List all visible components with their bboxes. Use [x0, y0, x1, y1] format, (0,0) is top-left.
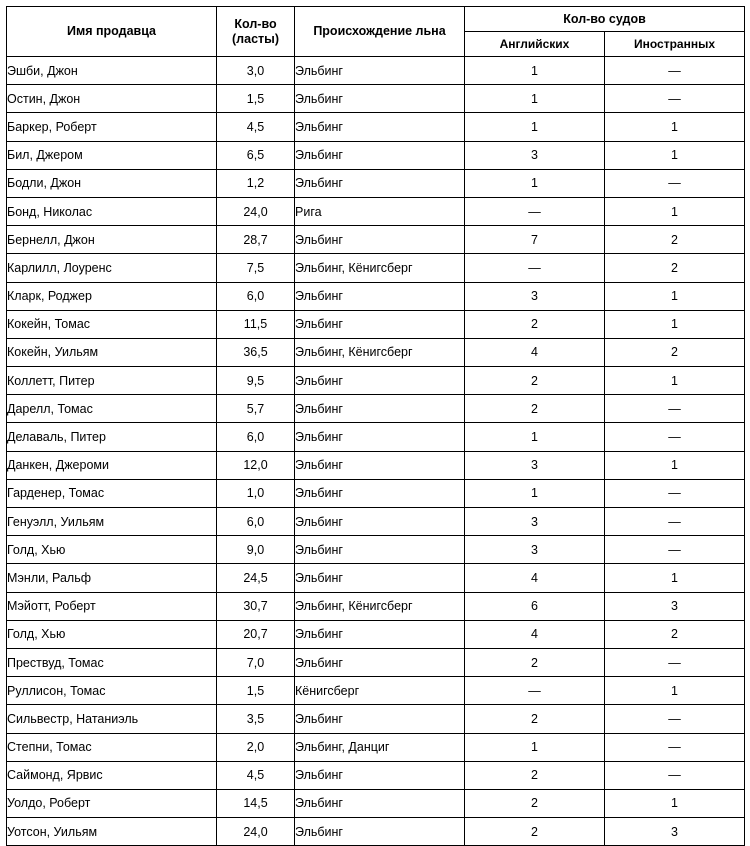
cell-ships-foreign: —: [605, 479, 745, 507]
cell-seller-name: Прествуд, Томас: [7, 648, 217, 676]
cell-ships-english: 3: [465, 536, 605, 564]
table-row: [7, 677, 745, 705]
cell-origin: Эльбинг: [295, 423, 465, 451]
cell-ships-english: 2: [465, 310, 605, 338]
cell-ships-foreign: 3: [605, 818, 745, 846]
cell-ships-english: 4: [465, 564, 605, 592]
cell-origin: Кёнигсберг: [295, 677, 465, 705]
cell-ships-english: 1: [465, 169, 605, 197]
cell-quantity: 6,0: [217, 508, 295, 536]
cell-seller-name: Голд, Хью: [7, 536, 217, 564]
cell-seller-name: Остин, Джон: [7, 85, 217, 113]
cell-ships-foreign: 1: [605, 310, 745, 338]
cell-seller-name: Карлилл, Лоуренс: [7, 254, 217, 282]
cell-quantity: 24,0: [217, 197, 295, 225]
cell-quantity: 4,5: [217, 761, 295, 789]
cell-quantity: 6,0: [217, 282, 295, 310]
cell-origin: Эльбинг: [295, 620, 465, 648]
table-row: [7, 141, 745, 169]
cell-ships-foreign: —: [605, 85, 745, 113]
cell-ships-english: —: [465, 254, 605, 282]
cell-quantity: 4,5: [217, 113, 295, 141]
cell-quantity: 14,5: [217, 789, 295, 817]
cell-seller-name: Баркер, Роберт: [7, 113, 217, 141]
cell-ships-english: 2: [465, 761, 605, 789]
cell-ships-foreign: 1: [605, 677, 745, 705]
cell-ships-foreign: 1: [605, 367, 745, 395]
cell-ships-english: 6: [465, 592, 605, 620]
cell-origin: Эльбинг: [295, 141, 465, 169]
cell-quantity: 24,5: [217, 564, 295, 592]
table-row: [7, 451, 745, 479]
table-row: [7, 620, 745, 648]
table-row: [7, 169, 745, 197]
table-row: [7, 479, 745, 507]
cell-seller-name: Эшби, Джон: [7, 57, 217, 85]
cell-seller-name: Гарденер, Томас: [7, 479, 217, 507]
cell-quantity: 30,7: [217, 592, 295, 620]
cell-origin: Эльбинг: [295, 113, 465, 141]
cell-seller-name: Мэнли, Ральф: [7, 564, 217, 592]
cell-quantity: 7,0: [217, 648, 295, 676]
cell-ships-foreign: 2: [605, 254, 745, 282]
table-row: [7, 818, 745, 846]
cell-seller-name: Сильвестр, Натаниэль: [7, 705, 217, 733]
cell-origin: Эльбинг: [295, 367, 465, 395]
cell-quantity: 1,2: [217, 169, 295, 197]
cell-ships-english: 2: [465, 789, 605, 817]
table-row: [7, 113, 745, 141]
cell-ships-english: 1: [465, 479, 605, 507]
cell-quantity: 6,0: [217, 423, 295, 451]
cell-ships-english: 2: [465, 367, 605, 395]
cell-seller-name: Руллисон, Томас: [7, 677, 217, 705]
column-header-name: Имя продавца: [7, 7, 217, 57]
table-row: [7, 789, 745, 817]
table-row: [7, 423, 745, 451]
cell-origin: Эльбинг: [295, 85, 465, 113]
cell-ships-foreign: —: [605, 508, 745, 536]
cell-seller-name: Делаваль, Питер: [7, 423, 217, 451]
cell-quantity: 36,5: [217, 338, 295, 366]
cell-seller-name: Степни, Томас: [7, 733, 217, 761]
cell-seller-name: Коллетт, Питер: [7, 367, 217, 395]
cell-ships-foreign: 2: [605, 338, 745, 366]
cell-ships-foreign: —: [605, 536, 745, 564]
cell-ships-foreign: —: [605, 733, 745, 761]
cell-ships-foreign: —: [605, 423, 745, 451]
cell-quantity: 24,0: [217, 818, 295, 846]
cell-ships-foreign: —: [605, 705, 745, 733]
cell-quantity: 11,5: [217, 310, 295, 338]
cell-ships-foreign: 1: [605, 451, 745, 479]
table-row: [7, 564, 745, 592]
cell-origin: Эльбинг, Кёнигсберг: [295, 592, 465, 620]
table-row: [7, 367, 745, 395]
column-header-quantity-line1: Кол-во: [234, 16, 277, 31]
column-header-ships-english: Английских: [465, 32, 605, 57]
table-row: [7, 536, 745, 564]
cell-seller-name: Кокейн, Томас: [7, 310, 217, 338]
cell-origin: Эльбинг: [295, 564, 465, 592]
cell-ships-foreign: —: [605, 57, 745, 85]
cell-origin: Эльбинг: [295, 536, 465, 564]
cell-seller-name: Уотсон, Уильям: [7, 818, 217, 846]
cell-origin: Эльбинг, Кёнигсберг: [295, 338, 465, 366]
cell-ships-foreign: 2: [605, 226, 745, 254]
cell-origin: Эльбинг: [295, 451, 465, 479]
table-row: [7, 57, 745, 85]
cell-ships-foreign: —: [605, 395, 745, 423]
cell-origin: Эльбинг: [295, 310, 465, 338]
merchants-table: [6, 6, 745, 846]
cell-ships-english: 4: [465, 620, 605, 648]
table-row: [7, 338, 745, 366]
table-row: [7, 648, 745, 676]
cell-origin: Эльбинг: [295, 479, 465, 507]
cell-ships-english: 3: [465, 508, 605, 536]
column-header-origin: Происхождение льна: [295, 7, 465, 57]
cell-ships-foreign: 1: [605, 113, 745, 141]
cell-quantity: 20,7: [217, 620, 295, 648]
cell-seller-name: Бернелл, Джон: [7, 226, 217, 254]
table-row: [7, 310, 745, 338]
cell-seller-name: Данкен, Джероми: [7, 451, 217, 479]
cell-seller-name: Бонд, Николас: [7, 197, 217, 225]
cell-ships-english: —: [465, 197, 605, 225]
cell-quantity: 1,0: [217, 479, 295, 507]
table-row: [7, 761, 745, 789]
cell-ships-foreign: 1: [605, 197, 745, 225]
cell-ships-english: 1: [465, 423, 605, 451]
cell-ships-foreign: 1: [605, 282, 745, 310]
cell-quantity: 2,0: [217, 733, 295, 761]
table-body: [7, 57, 745, 846]
cell-origin: Эльбинг: [295, 395, 465, 423]
cell-origin: Эльбинг: [295, 169, 465, 197]
cell-ships-english: 2: [465, 818, 605, 846]
cell-seller-name: Уолдо, Роберт: [7, 789, 217, 817]
cell-origin: Рига: [295, 197, 465, 225]
cell-origin: Эльбинг, Кёнигсберг: [295, 254, 465, 282]
table-row: [7, 705, 745, 733]
cell-seller-name: Кокейн, Уильям: [7, 338, 217, 366]
cell-ships-english: 2: [465, 395, 605, 423]
cell-ships-english: 1: [465, 85, 605, 113]
cell-quantity: 9,0: [217, 536, 295, 564]
cell-origin: Эльбинг, Данциг: [295, 733, 465, 761]
cell-ships-english: 2: [465, 705, 605, 733]
cell-quantity: 5,7: [217, 395, 295, 423]
cell-seller-name: Генуэлл, Уильям: [7, 508, 217, 536]
cell-ships-english: 3: [465, 141, 605, 169]
cell-quantity: 3,0: [217, 57, 295, 85]
cell-ships-english: 3: [465, 451, 605, 479]
table-row: [7, 395, 745, 423]
cell-seller-name: Саймонд, Ярвис: [7, 761, 217, 789]
cell-ships-foreign: —: [605, 169, 745, 197]
cell-origin: Эльбинг: [295, 508, 465, 536]
cell-seller-name: Мэйотт, Роберт: [7, 592, 217, 620]
cell-quantity: 6,5: [217, 141, 295, 169]
column-header-ships-foreign: Иностранных: [605, 32, 745, 57]
table-row: [7, 733, 745, 761]
cell-ships-english: 1: [465, 57, 605, 85]
table-row: [7, 592, 745, 620]
cell-seller-name: Бодли, Джон: [7, 169, 217, 197]
cell-ships-foreign: 1: [605, 564, 745, 592]
table-row: [7, 226, 745, 254]
cell-quantity: 12,0: [217, 451, 295, 479]
cell-ships-foreign: 1: [605, 789, 745, 817]
header-row-top: [7, 7, 745, 32]
cell-quantity: 9,5: [217, 367, 295, 395]
cell-origin: Эльбинг: [295, 761, 465, 789]
cell-ships-english: 3: [465, 282, 605, 310]
cell-origin: Эльбинг: [295, 282, 465, 310]
cell-seller-name: Кларк, Роджер: [7, 282, 217, 310]
cell-origin: Эльбинг: [295, 705, 465, 733]
table-header: [7, 7, 745, 57]
cell-ships-foreign: 2: [605, 620, 745, 648]
table-row: [7, 282, 745, 310]
cell-quantity: 1,5: [217, 677, 295, 705]
cell-origin: Эльбинг: [295, 57, 465, 85]
column-header-quantity: [217, 7, 295, 57]
cell-origin: Эльбинг: [295, 226, 465, 254]
table-row: [7, 508, 745, 536]
cell-quantity: 1,5: [217, 85, 295, 113]
cell-origin: Эльбинг: [295, 648, 465, 676]
cell-ships-english: 2: [465, 648, 605, 676]
cell-ships-english: —: [465, 677, 605, 705]
cell-ships-foreign: 3: [605, 592, 745, 620]
cell-ships-english: 1: [465, 113, 605, 141]
cell-quantity: 28,7: [217, 226, 295, 254]
cell-ships-english: 1: [465, 733, 605, 761]
table-row: [7, 197, 745, 225]
cell-quantity: 3,5: [217, 705, 295, 733]
cell-ships-english: 4: [465, 338, 605, 366]
cell-origin: Эльбинг: [295, 818, 465, 846]
column-header-quantity-line2: (ласты): [232, 31, 279, 46]
table-row: [7, 85, 745, 113]
cell-ships-english: 7: [465, 226, 605, 254]
cell-ships-foreign: —: [605, 648, 745, 676]
cell-seller-name: Дарелл, Томас: [7, 395, 217, 423]
cell-origin: Эльбинг: [295, 789, 465, 817]
cell-seller-name: Бил, Джером: [7, 141, 217, 169]
table-row: [7, 254, 745, 282]
column-header-ships-group: Кол-во судов: [465, 7, 745, 32]
cell-ships-foreign: 1: [605, 141, 745, 169]
cell-quantity: 7,5: [217, 254, 295, 282]
cell-seller-name: Голд, Хью: [7, 620, 217, 648]
cell-ships-foreign: —: [605, 761, 745, 789]
